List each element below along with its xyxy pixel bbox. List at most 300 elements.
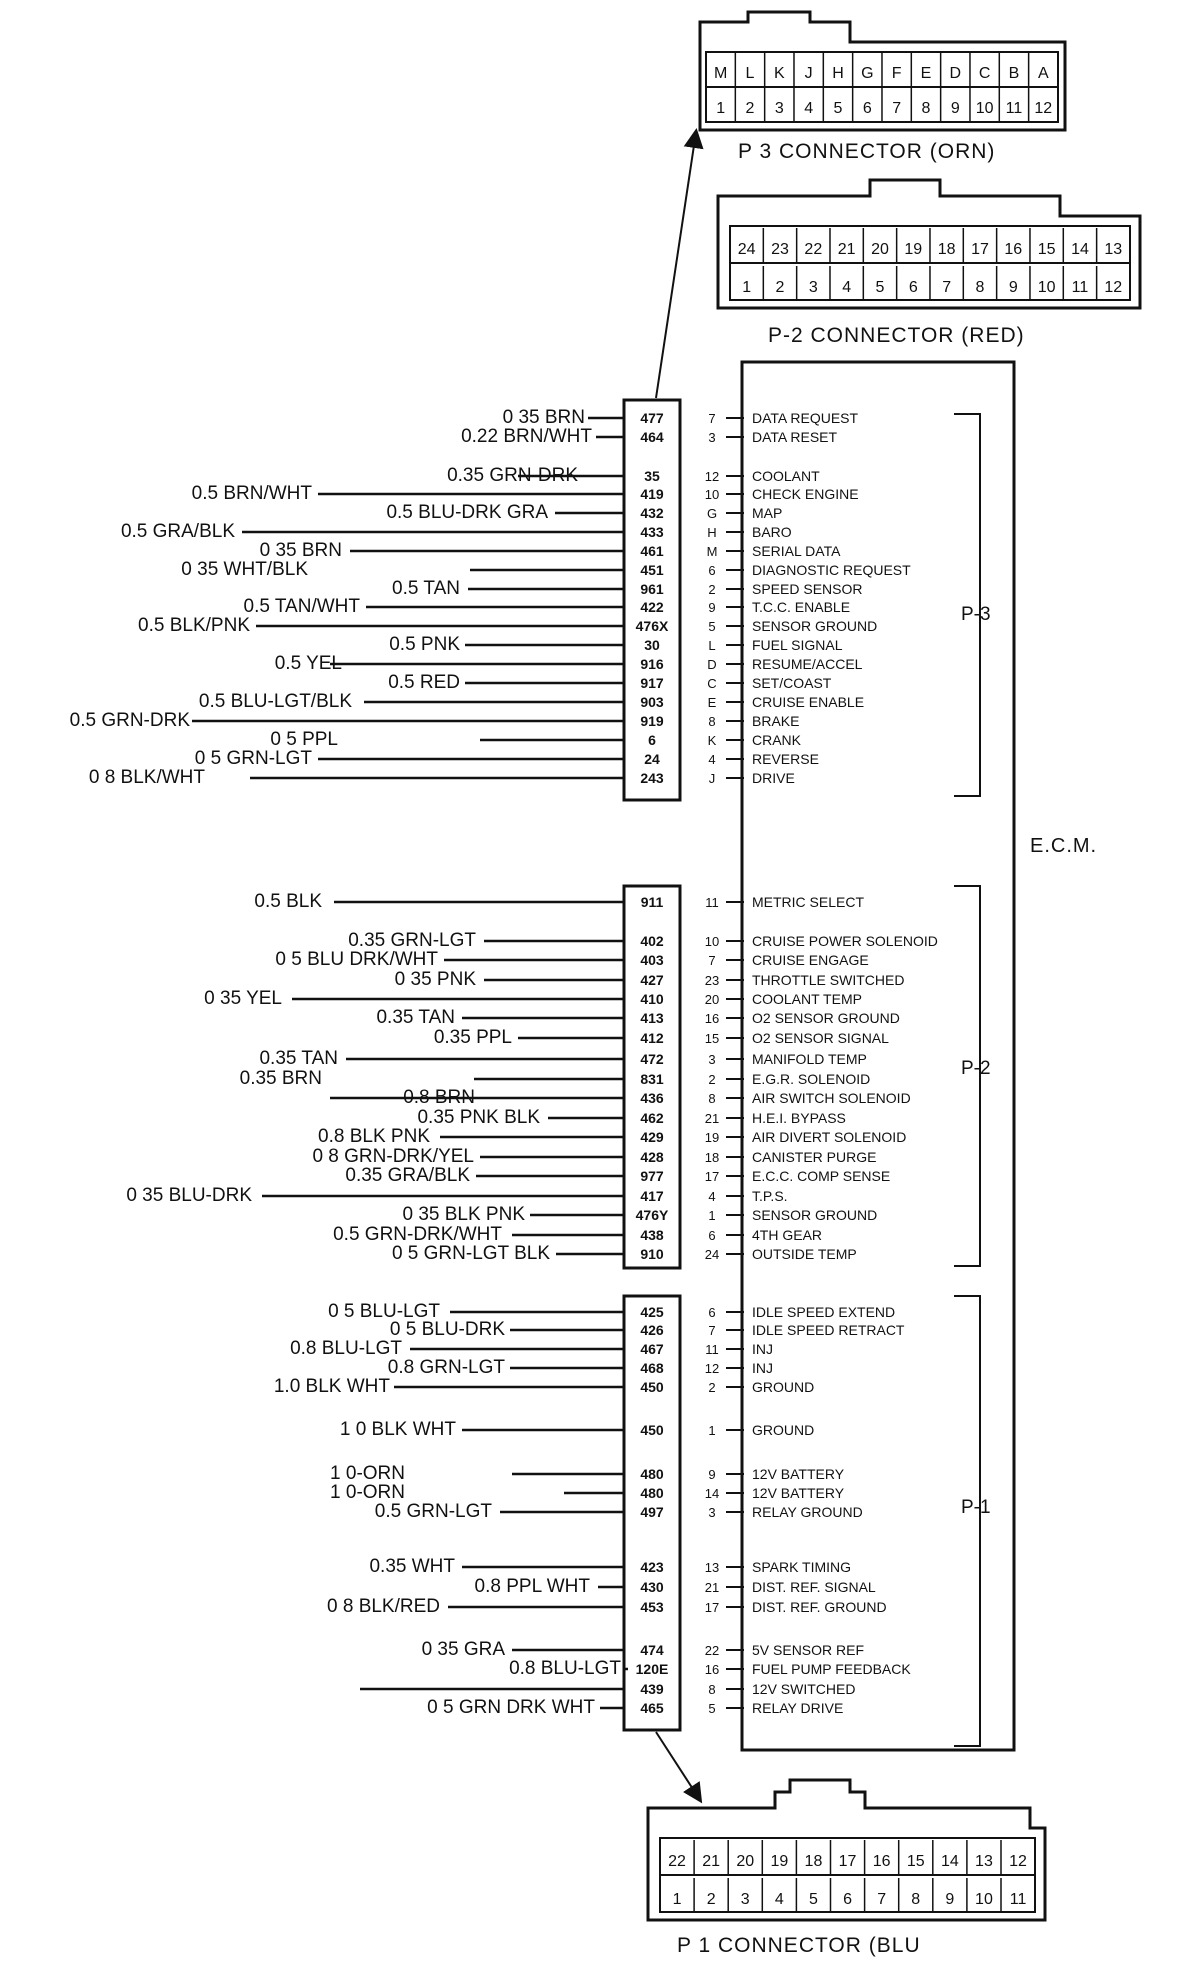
cavity-pin: E (707, 695, 717, 710)
wire-color-label: 0.5 YEL (274, 653, 342, 674)
wire-color-label: 0.35 PPL (433, 1027, 512, 1048)
p2-cavity-label: 9 (1008, 279, 1018, 296)
circuit-number: 422 (640, 599, 664, 615)
p1-cavity-label: 17 (838, 1853, 857, 1870)
cavity-pin: 11 (705, 1342, 719, 1357)
pin-row (447, 465, 820, 486)
p3-cavity-label: G (861, 65, 874, 82)
pin-row (333, 1224, 822, 1245)
p3-connector (700, 12, 1065, 163)
p3-connector-arrow (656, 132, 696, 398)
p3-cavity-label: 7 (892, 100, 902, 117)
p2-cavity-label: 3 (808, 279, 818, 296)
pin-row (417, 1107, 845, 1128)
p1-cavity-label: 11 (1009, 1891, 1027, 1908)
pin-row (260, 540, 841, 561)
p2-cavity-label: 10 (1037, 279, 1056, 296)
p3-cavity-label: 11 (1005, 100, 1023, 117)
ecm-function-label: OUTSIDE TEMP (752, 1246, 857, 1262)
wire-color-label: 0.5 GRN-DRK/WHT (333, 1224, 502, 1245)
cavity-pin: 3 (708, 1505, 716, 1520)
ecm-function-label: SPEED SENSOR (752, 581, 863, 597)
p1-cavity-label: 14 (940, 1853, 959, 1870)
p1-cavity-label: 15 (906, 1853, 925, 1870)
pin-row (389, 634, 842, 655)
p3-cavity-label: K (773, 65, 785, 82)
p2-cavity-label: 7 (942, 279, 952, 296)
p2-cavity-label: 8 (975, 279, 985, 296)
wire-color-label: 0.5 BLU-DRK GRA (386, 502, 548, 523)
p2-cavity-label: 4 (842, 279, 852, 296)
ecm-function-label: DATA RESET (752, 429, 838, 445)
cavity-pin: 10 (704, 934, 720, 949)
p3-cavity-label: 12 (1034, 100, 1053, 117)
pin-row (360, 1681, 855, 1697)
pin-row (422, 1639, 864, 1660)
p1-cavity-label: 19 (770, 1853, 789, 1870)
p3-connector-title: P 3 CONNECTOR (ORN) (738, 140, 996, 163)
pin-row (275, 949, 868, 970)
ecm-function-label: 12V BATTERY (752, 1466, 845, 1482)
cavity-pin: 10 (704, 487, 720, 502)
cavity-pin: 3 (708, 1052, 716, 1067)
wire-color-label: 0.5 GRA/BLK (120, 521, 235, 542)
circuit-number: 35 (644, 468, 660, 484)
wire-color-label: 0.5 BLK (254, 891, 322, 912)
pin-row (327, 1596, 887, 1617)
ecm-function-label: AIR DIVERT SOLENOID (752, 1129, 907, 1145)
wire-color-label: 0.8 GRN-LGT (387, 1357, 505, 1378)
p3-cavity-label: 5 (833, 100, 843, 117)
circuit-number: 243 (640, 770, 664, 786)
cavity-pin: 13 (704, 1560, 720, 1575)
ecm-function-label: INJ (752, 1360, 773, 1376)
ecm-function-label: METRIC SELECT (752, 894, 865, 910)
wire-color-label: 0.22 BRN/WHT (461, 426, 592, 447)
p2-cavity-label: 24 (737, 241, 756, 258)
cavity-pin: 12 (704, 1361, 720, 1376)
p3-cavity-label: E (920, 65, 932, 82)
cavity-pin: 4 (708, 1189, 716, 1204)
pin-row (192, 483, 859, 504)
cavity-pin: 7 (708, 953, 716, 968)
circuit-number: 419 (640, 486, 664, 502)
pin-row (138, 615, 877, 636)
wire-color-label: 0 5 GRN-LGT BLK (391, 1243, 550, 1264)
pin-row (89, 767, 795, 788)
cavity-pin: G (706, 506, 718, 521)
wire-color-label: 0.5 BLK/PNK (138, 615, 250, 636)
circuit-number: 450 (640, 1422, 664, 1438)
p3-cavity-label: L (745, 65, 755, 82)
ecm-function-label: DIST. REF. GROUND (752, 1599, 887, 1615)
wire-color-label: 0.35 TAN (376, 1007, 455, 1028)
p1-group-label: P-1 (961, 1497, 991, 1518)
p2-cavity-label: 12 (1104, 279, 1123, 296)
cavity-pin: 23 (704, 973, 720, 988)
p1-cavity-label: 9 (945, 1891, 955, 1908)
p3-cavity-label: 9 (950, 100, 960, 117)
circuit-number: 429 (640, 1129, 664, 1145)
wire-color-label: 1 0 BLK WHT (339, 1419, 456, 1440)
pin-row (254, 891, 864, 912)
circuit-number: 6 (648, 732, 656, 748)
circuit-number: 480 (640, 1466, 664, 1482)
pin-row (318, 1126, 906, 1147)
circuit-number: 430 (640, 1579, 664, 1595)
pin-row (388, 1357, 773, 1378)
cavity-pin: 4 (708, 752, 716, 767)
wire-color-label: 0 5 PPL (270, 729, 338, 750)
cavity-pin: 7 (708, 1323, 716, 1338)
wire-color-label: 0.5 PNK (389, 634, 460, 655)
p3-cavity-label: 8 (921, 100, 931, 117)
wire-color-label: 0.8 BLK PNK (318, 1126, 430, 1147)
wire-color-label: 0 5 BLU-DRK (389, 1319, 505, 1340)
p2-cavity-label: 2 (775, 279, 785, 296)
circuit-number: 961 (640, 581, 664, 597)
pin-row (270, 729, 801, 750)
p3-cavity-label: 10 (975, 100, 994, 117)
p2-cavity-label: 16 (1004, 241, 1023, 258)
ecm-function-label: REVERSE (752, 751, 819, 767)
wire-color-label: 1 0-ORN (330, 1463, 405, 1484)
wire-color-label: 0 8 BLK/WHT (88, 767, 205, 788)
circuit-number: 412 (640, 1030, 664, 1046)
circuit-number: 919 (640, 713, 664, 729)
circuit-number: 120E (635, 1661, 669, 1677)
cavity-pin: 16 (704, 1011, 720, 1026)
circuit-number: 403 (640, 952, 664, 968)
pin-row (259, 1048, 866, 1069)
circuit-number: 916 (640, 656, 664, 672)
circuit-number: 910 (640, 1246, 664, 1262)
wire-color-label: 0 35 BRN (259, 540, 342, 561)
p3-cavity-label: B (1008, 65, 1020, 82)
cavity-pin: 8 (708, 1682, 716, 1697)
circuit-number: 439 (640, 1681, 664, 1697)
ecm-function-label: RELAY DRIVE (752, 1700, 844, 1716)
p1-cavity-label: 5 (808, 1891, 818, 1908)
p2-cavity-label: 1 (742, 279, 752, 296)
wire-color-label: 0 35 WHT/BLK (181, 559, 308, 580)
pin-row (375, 1501, 863, 1522)
cavity-pin: 1 (708, 1423, 716, 1438)
pin-row (330, 1087, 911, 1108)
p3-cavity-label: H (832, 65, 844, 82)
p1-connector (648, 1780, 1045, 1957)
cavity-pin: 5 (708, 1701, 716, 1716)
ecm-function-label: GROUND (752, 1422, 815, 1438)
cavity-pin: L (708, 638, 716, 653)
ecm-function-label: DIAGNOSTIC REQUEST (752, 562, 911, 578)
cavity-pin: 19 (704, 1130, 720, 1145)
cavity-pin: 22 (704, 1643, 720, 1658)
circuit-number: 497 (640, 1504, 664, 1520)
p2-cavity-label: 13 (1104, 241, 1123, 258)
p3-cavity-label: 4 (804, 100, 814, 117)
ecm-function-label: DRIVE (752, 770, 795, 786)
wire-color-label: 0.5 GRN-DRK (69, 710, 190, 731)
pin-row (348, 930, 938, 951)
ecm-function-label: CANISTER PURGE (752, 1149, 877, 1165)
cavity-pin: 21 (704, 1580, 720, 1595)
wire-color-label: 0.35 GRN-LGT (348, 930, 476, 951)
ecm-function-label: SENSOR GROUND (752, 618, 878, 634)
pin-row (395, 969, 905, 990)
ecm-function-label: CRANK (752, 732, 802, 748)
ecm-function-label: CRUISE POWER SOLENOID (752, 933, 938, 949)
ecm-function-label: RELAY GROUND (752, 1504, 863, 1520)
circuit-number: 477 (640, 410, 664, 426)
circuit-number: 423 (640, 1559, 664, 1575)
circuit-number: 410 (640, 991, 664, 1007)
wire-color-label: 0 5 BLU DRK/WHT (275, 949, 438, 970)
circuit-number: 417 (640, 1188, 664, 1204)
cavity-pin: 17 (704, 1169, 720, 1184)
cavity-pin: 11 (705, 895, 719, 910)
p1-connector-arrow (656, 1732, 700, 1800)
circuit-number: 432 (640, 505, 664, 521)
circuit-number: 911 (640, 894, 664, 910)
p3-cavity-label: 3 (774, 100, 784, 117)
circuit-number: 413 (640, 1010, 664, 1026)
circuit-number: 465 (640, 1700, 664, 1716)
p2-cavity-label: 17 (971, 241, 989, 258)
circuit-number: 831 (640, 1071, 664, 1087)
ecm-function-label: FUEL SIGNAL (752, 637, 843, 653)
pin-row (388, 672, 832, 693)
ecm-function-label: COOLANT TEMP (752, 991, 862, 1007)
cavity-pin: 8 (708, 714, 716, 729)
ecm-function-label: COOLANT (752, 468, 820, 484)
circuit-number: 426 (640, 1322, 664, 1338)
circuit-number: 476X (635, 618, 669, 634)
p2-cavity-label: 20 (871, 241, 889, 258)
p2-cavity-label: 19 (904, 241, 923, 258)
p1-cavity-label: 1 (672, 1891, 682, 1908)
wire-color-label: 0 5 BLU-LGT (328, 1301, 440, 1322)
cavity-pin: 12 (704, 469, 720, 484)
pin-row (392, 578, 862, 599)
wire-color-label: 0 5 GRN DRK WHT (427, 1697, 595, 1718)
wire-color-label: 0.8 PPL WHT (474, 1576, 590, 1597)
circuit-number: 464 (640, 429, 664, 445)
p1-cavity-label: 4 (774, 1891, 784, 1908)
p1-group-bracket (954, 1296, 980, 1746)
p1-cavity-label: 13 (975, 1853, 993, 1870)
p1-cavity-label: 8 (911, 1891, 921, 1908)
wire-color-label: 0.5 RED (388, 672, 460, 693)
ecm-function-label: GROUND (752, 1379, 815, 1395)
ecm-function-label: DATA REQUEST (752, 410, 859, 426)
p1-cavity-label: 22 (668, 1853, 686, 1870)
cavity-pin: 24 (704, 1247, 720, 1262)
pin-row (181, 559, 911, 580)
wire-color-label: 0 35 BLK PNK (402, 1204, 525, 1225)
p3-cavity-label: 2 (745, 100, 755, 117)
p2-cavity-label: 22 (804, 241, 823, 258)
wire-color-label: 0.35 PNK BLK (417, 1107, 540, 1128)
p1-cavity-label: 10 (975, 1891, 993, 1908)
ecm-function-label: CHECK ENGINE (752, 486, 859, 502)
wire-color-label: 1.0 BLK WHT (273, 1376, 390, 1397)
circuit-number: 24 (644, 751, 660, 767)
ecm-function-label: E.G.R. SOLENOID (752, 1071, 871, 1087)
p3-cavity-label: F (891, 65, 902, 82)
ecm-function-label: RESUME/ACCEL (752, 656, 863, 672)
cavity-pin: 18 (704, 1150, 720, 1165)
p1-connector-title: P 1 CONNECTOR (BLU (677, 1934, 921, 1957)
wire-color-label: 0.35 TAN (259, 1048, 338, 1069)
cavity-pin: 8 (708, 1091, 716, 1106)
cavity-pin: 6 (708, 1305, 716, 1320)
p1-cavity-label: 6 (843, 1891, 853, 1908)
pin-row (204, 988, 862, 1009)
ecm-function-label: DIST. REF. SIGNAL (752, 1579, 876, 1595)
p3-cavity-label: M (714, 65, 728, 82)
circuit-number: 451 (640, 562, 664, 578)
ecm-function-label: INJ (752, 1341, 773, 1357)
p1-cavity-label: 3 (740, 1891, 750, 1908)
ecm-function-label: FUEL PUMP FEEDBACK (752, 1661, 911, 1677)
wire-color-label: 0 8 BLK/RED (327, 1596, 440, 1617)
pin-row (402, 1204, 877, 1225)
cavity-pin: 7 (708, 411, 716, 426)
ecm-function-label: 5V SENSOR REF (752, 1642, 865, 1658)
p1-cavity-label: 18 (804, 1853, 823, 1870)
wire-color-label: 0.35 GRA/BLK (345, 1165, 470, 1186)
ecm-function-label: 4TH GEAR (752, 1227, 823, 1243)
pin-row (376, 1007, 899, 1028)
cavity-pin: 16 (704, 1662, 720, 1677)
cavity-pin: K (707, 733, 717, 748)
ecm-function-label: CRUISE ENABLE (752, 694, 865, 710)
cavity-pin: D (707, 657, 717, 672)
ecm-function-label: 12V BATTERY (752, 1485, 845, 1501)
ecm-function-label: O2 SENSOR GROUND (752, 1010, 900, 1026)
wire-color-label: 0 35 BLU-DRK (126, 1185, 252, 1206)
circuit-number: 30 (644, 637, 660, 653)
ecm-function-label: SET/COAST (752, 675, 832, 691)
cavity-pin: 3 (708, 430, 716, 445)
cavity-pin: 2 (708, 582, 716, 597)
p1-cavity-label: 16 (872, 1853, 891, 1870)
circuit-number: 480 (640, 1485, 664, 1501)
circuit-number: 467 (640, 1341, 664, 1357)
p2-cavity-label: 15 (1037, 241, 1056, 258)
pin-row (330, 1482, 845, 1503)
wire-color-label: 0.8 BRN (403, 1087, 475, 1108)
ecm-function-label: IDLE SPEED RETRACT (752, 1322, 905, 1338)
p3-group-label: P-3 (961, 604, 991, 625)
pin-row (275, 653, 863, 674)
circuit-number: 903 (640, 694, 664, 710)
cavity-pin: 5 (708, 619, 716, 634)
pin-row (509, 1658, 911, 1679)
ecm-function-label: SERIAL DATA (752, 543, 841, 559)
pin-row (386, 502, 782, 523)
p2-cavity-label: 14 (1071, 241, 1089, 258)
wire-color-label: 0 8 GRN-DRK/YEL (312, 1146, 474, 1167)
p2-cavity-label: 21 (837, 241, 856, 258)
p1-cavity-label: 21 (702, 1853, 721, 1870)
p3-cavity-label: 6 (862, 100, 872, 117)
p1-cavity-label: 2 (706, 1891, 716, 1908)
pin-row (70, 710, 800, 731)
circuit-number: 462 (640, 1110, 664, 1126)
p3-cavity-label: J (804, 65, 813, 82)
p2-connector (718, 180, 1140, 347)
cavity-pin: H (707, 525, 717, 540)
ecm-function-label: MANIFOLD TEMP (752, 1051, 867, 1067)
cavity-pin: 1 (708, 1208, 716, 1223)
circuit-number: 438 (640, 1227, 664, 1243)
wire-color-label: 0 35 BRN (502, 407, 585, 428)
circuit-number: 428 (640, 1149, 664, 1165)
cavity-pin: 17 (704, 1600, 720, 1615)
p1-cavity-label: 20 (736, 1853, 755, 1870)
pin-row (390, 1319, 905, 1340)
p2-group-label: P-2 (961, 1058, 991, 1079)
pin-row (330, 1463, 845, 1484)
p3-cavity-label: C (978, 65, 991, 82)
circuit-number: 425 (640, 1304, 664, 1320)
ecm-function-label: BARO (752, 524, 792, 540)
p3-cavity-label: 1 (716, 100, 726, 117)
circuit-number: 450 (640, 1379, 664, 1395)
cavity-pin: 14 (704, 1486, 720, 1501)
wire-color-label: 0 35 PNK (394, 969, 476, 990)
pin-row (345, 1165, 890, 1186)
ecm-function-label: THROTTLE SWITCHED (752, 972, 905, 988)
circuit-number: 917 (640, 675, 664, 691)
cavity-pin: 15 (704, 1031, 720, 1046)
wire-color-label: 0.35 BRN (239, 1068, 322, 1089)
pin-row (475, 1576, 876, 1597)
circuit-number: 427 (640, 972, 664, 988)
pin-row (244, 596, 851, 617)
pin-row (434, 1027, 889, 1048)
ecm-function-label: H.E.I. BYPASS (752, 1110, 846, 1126)
pin-row (121, 521, 792, 542)
cavity-pin: M (706, 544, 718, 559)
wire-color-label: 0.5 GRN-LGT (374, 1501, 492, 1522)
p3-cavity-label: A (1037, 65, 1049, 82)
circuit-number: 468 (640, 1360, 664, 1376)
wire-color-label: 0.8 BLU-LGT (290, 1338, 402, 1359)
wire-color-label: 0.5 TAN (392, 578, 460, 599)
wire-color-label: 1 0-ORN (330, 1482, 405, 1503)
wire-color-label: 0 35 GRA (421, 1639, 505, 1660)
pin-row (199, 691, 864, 712)
ecm-function-label: MAP (752, 505, 783, 521)
circuit-number: 977 (640, 1168, 664, 1184)
ecm-function-label: IDLE SPEED EXTEND (752, 1304, 896, 1320)
ecm-function-label: CRUISE ENGAGE (752, 952, 869, 968)
pin-row (312, 1146, 876, 1167)
ecm-function-label: SPARK TIMING (752, 1559, 852, 1575)
ecm-function-label: E.C.C. COMP SENSE (752, 1168, 891, 1184)
pin-row (290, 1338, 773, 1359)
wire-color-label: 0.35 GRN-DRK (447, 465, 578, 486)
p2-cavity-label: 18 (937, 241, 956, 258)
pin-row (427, 1697, 843, 1718)
circuit-number: 433 (640, 524, 664, 540)
circuit-number: 402 (640, 933, 664, 949)
ecm-function-label: BRAKE (752, 713, 800, 729)
cavity-pin: 9 (708, 600, 716, 615)
